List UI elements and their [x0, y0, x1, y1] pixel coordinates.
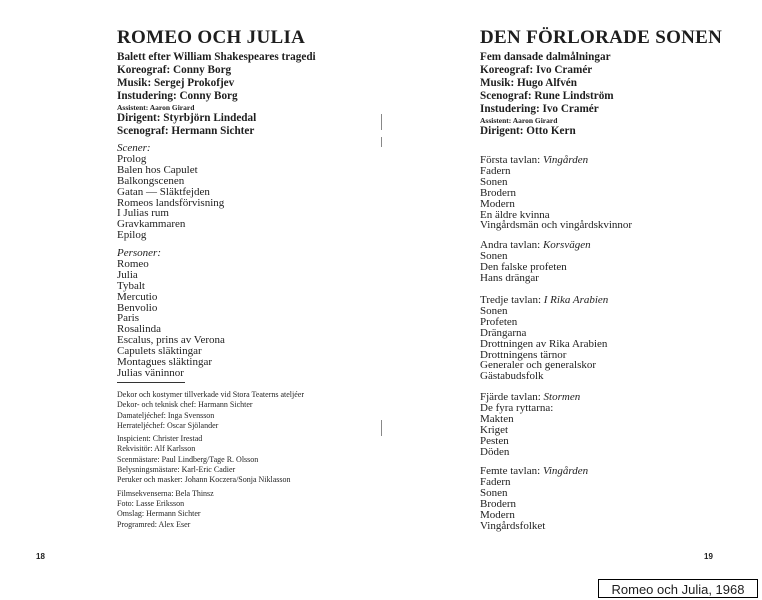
- tableau-1: [480, 155, 632, 231]
- staff-line: Herrateljéchef: Oscar Sjölander: [117, 420, 219, 430]
- person-item: Julias väninnor: [117, 366, 184, 379]
- credit-line: Scenograf: Rune Lindström: [480, 90, 614, 102]
- credit-line: Scenograf: Hermann Sichter: [117, 125, 255, 137]
- person-item: Escalus, prins av Verona: [117, 334, 225, 347]
- tableau-name: Stormen: [543, 391, 581, 403]
- person-item: Tybalt: [117, 279, 145, 292]
- role-item: Sonen: [480, 486, 508, 499]
- role-item: Brodern: [480, 497, 517, 510]
- role-item: Sonen: [480, 249, 508, 262]
- staff-credits: [117, 390, 304, 530]
- staff-line: Omslag: Hermann Sichter: [117, 509, 201, 519]
- tableau-name: Vingården: [542, 465, 589, 477]
- tableau-5: [480, 466, 588, 531]
- role-item: Vingårdsfolket: [480, 519, 546, 532]
- role-item: Profeten: [480, 315, 518, 328]
- person-item: Mercutio: [117, 290, 158, 303]
- role-item: Drottningen av Rika Arabien: [480, 337, 608, 350]
- person-item: Julia: [117, 268, 138, 281]
- credit-assistant: Assistent: Aaron Girard: [480, 116, 558, 125]
- tableau-label: Första tavlan:: [480, 154, 541, 166]
- scene-item: Balen hos Capulet: [117, 163, 198, 176]
- tableau-label: Femte tavlan:: [480, 465, 541, 477]
- persons-heading: Personer:: [117, 247, 161, 259]
- credit-line: Fem dansade dalmålningar: [480, 51, 611, 63]
- right-page-title: DEN FÖRLORADE SONEN: [480, 27, 723, 48]
- tableau-name: Vingården: [542, 154, 589, 166]
- role-item: Modern: [480, 508, 515, 521]
- person-item: Rosalinda: [117, 323, 161, 336]
- scene-item: I Julias rum: [117, 207, 169, 220]
- staff-line: Filmsekvenserna: Bela Thinsz: [117, 488, 214, 498]
- staff-line: Programred: Alex Eser: [117, 519, 191, 529]
- role-item: Döden: [480, 445, 510, 458]
- staff-line: Inspicient: Christer Irestad: [117, 434, 203, 444]
- tableau-label: Tredje tavlan:: [480, 294, 541, 306]
- role-item: Gästabudsfolk: [480, 370, 544, 383]
- role-item: Pesten: [480, 434, 509, 447]
- person-item: Montagues släktingar: [117, 356, 213, 369]
- staff-line: Dekor och kostymer tillverkade vid Stora Teaterns ateljéer: [117, 390, 305, 399]
- gutter-mark: [381, 137, 382, 147]
- scene-item: Prolog: [117, 152, 147, 165]
- credit-line: Dirigent: Otto Kern: [480, 125, 576, 137]
- tableau-label: Andra tavlan:: [480, 239, 541, 251]
- credit-line: Koreograf: Ivo Cramér: [480, 64, 593, 76]
- role-item: Brodern: [480, 186, 517, 199]
- role-item: Vingårdsmän och vingårdskvinnor: [480, 219, 633, 232]
- scene-item: Gatan — Släktfejden: [117, 185, 210, 198]
- person-item: Capulets släktingar: [117, 345, 202, 358]
- page-number-right: 19: [704, 552, 713, 561]
- staff-line: Damateljéchef: Inga Svensson: [117, 410, 215, 420]
- credit-line: Balett efter William Shakespeares tragedi: [117, 51, 316, 63]
- persons-list: [117, 248, 225, 379]
- credit-assistant: Assistent: Aaron Girard: [117, 103, 195, 112]
- scene-item: Romeos landsförvisning: [117, 196, 225, 209]
- tableau-4: [480, 392, 580, 457]
- role-item: Drottningens tärnor: [480, 348, 567, 361]
- role-item: Fadern: [480, 475, 511, 488]
- person-item: Benvolio: [117, 301, 158, 314]
- staff-line: Belysningsmästare: Karl-Eric Cadier: [117, 465, 236, 475]
- role-item: Fadern: [480, 164, 511, 177]
- right-credits: [480, 51, 614, 138]
- staff-line: Rekvisitör: Alf Karlsson: [117, 444, 196, 454]
- person-item: Paris: [117, 312, 139, 325]
- scenes-list: [117, 143, 224, 241]
- role-item: Den falske profeten: [480, 260, 567, 273]
- scenes-heading: Scener:: [117, 142, 151, 154]
- scene-item: Gravkammaren: [117, 218, 186, 231]
- tableau-2: [480, 240, 591, 284]
- divider-line: [117, 382, 185, 383]
- credit-line: Dirigent: Styrbjörn Lindedal: [117, 112, 257, 124]
- role-item: Sonen: [480, 175, 508, 188]
- staff-line: Scenmästare: Paul Lindberg/Tage R. Olsson: [117, 454, 259, 464]
- staff-line: Peruker och masker: Johann Koczera/Sonja Niklasson: [117, 475, 291, 485]
- credit-line: Instudering: Ivo Cramér: [480, 103, 599, 115]
- staff-line: Foto: Lasse Eriksson: [117, 498, 185, 508]
- credit-line: Musik: Sergej Prokofjev: [117, 77, 235, 89]
- role-item: Modern: [480, 197, 515, 210]
- tableau-name: I Rika Arabien: [543, 294, 609, 306]
- left-page-title: ROMEO OCH JULIA: [117, 27, 306, 48]
- gutter-mark: [381, 420, 382, 436]
- role-item: En äldre kvinna: [480, 208, 550, 221]
- staff-line: Dekor- och teknisk chef: Harmann Sichter: [117, 400, 253, 410]
- role-item: Kriget: [480, 423, 509, 436]
- role-item: Hans drängar: [480, 271, 539, 284]
- page-number-left: 18: [36, 552, 45, 561]
- person-item: Romeo: [117, 257, 149, 270]
- left-credits: [117, 51, 316, 138]
- tableau-name: Korsvägen: [542, 239, 591, 251]
- scene-item: Balkongscenen: [117, 174, 185, 187]
- tableau-3: [480, 295, 608, 382]
- credit-line: Musik: Hugo Alfvén: [480, 77, 577, 89]
- role-item: Drängarna: [480, 326, 527, 339]
- credit-line: Instudering: Conny Borg: [117, 90, 238, 102]
- image-caption: Romeo och Julia, 1968: [598, 579, 758, 598]
- tableau-label: Fjärde tavlan:: [480, 391, 541, 403]
- role-item: Makten: [480, 412, 514, 425]
- role-item: De fyra ryttarna:: [480, 401, 554, 414]
- role-item: Generaler och generalskor: [480, 359, 597, 372]
- gutter-mark: [381, 114, 382, 130]
- role-item: Sonen: [480, 304, 508, 317]
- credit-line: Koreograf: Conny Borg: [117, 64, 232, 76]
- scene-item: Epilog: [117, 229, 147, 242]
